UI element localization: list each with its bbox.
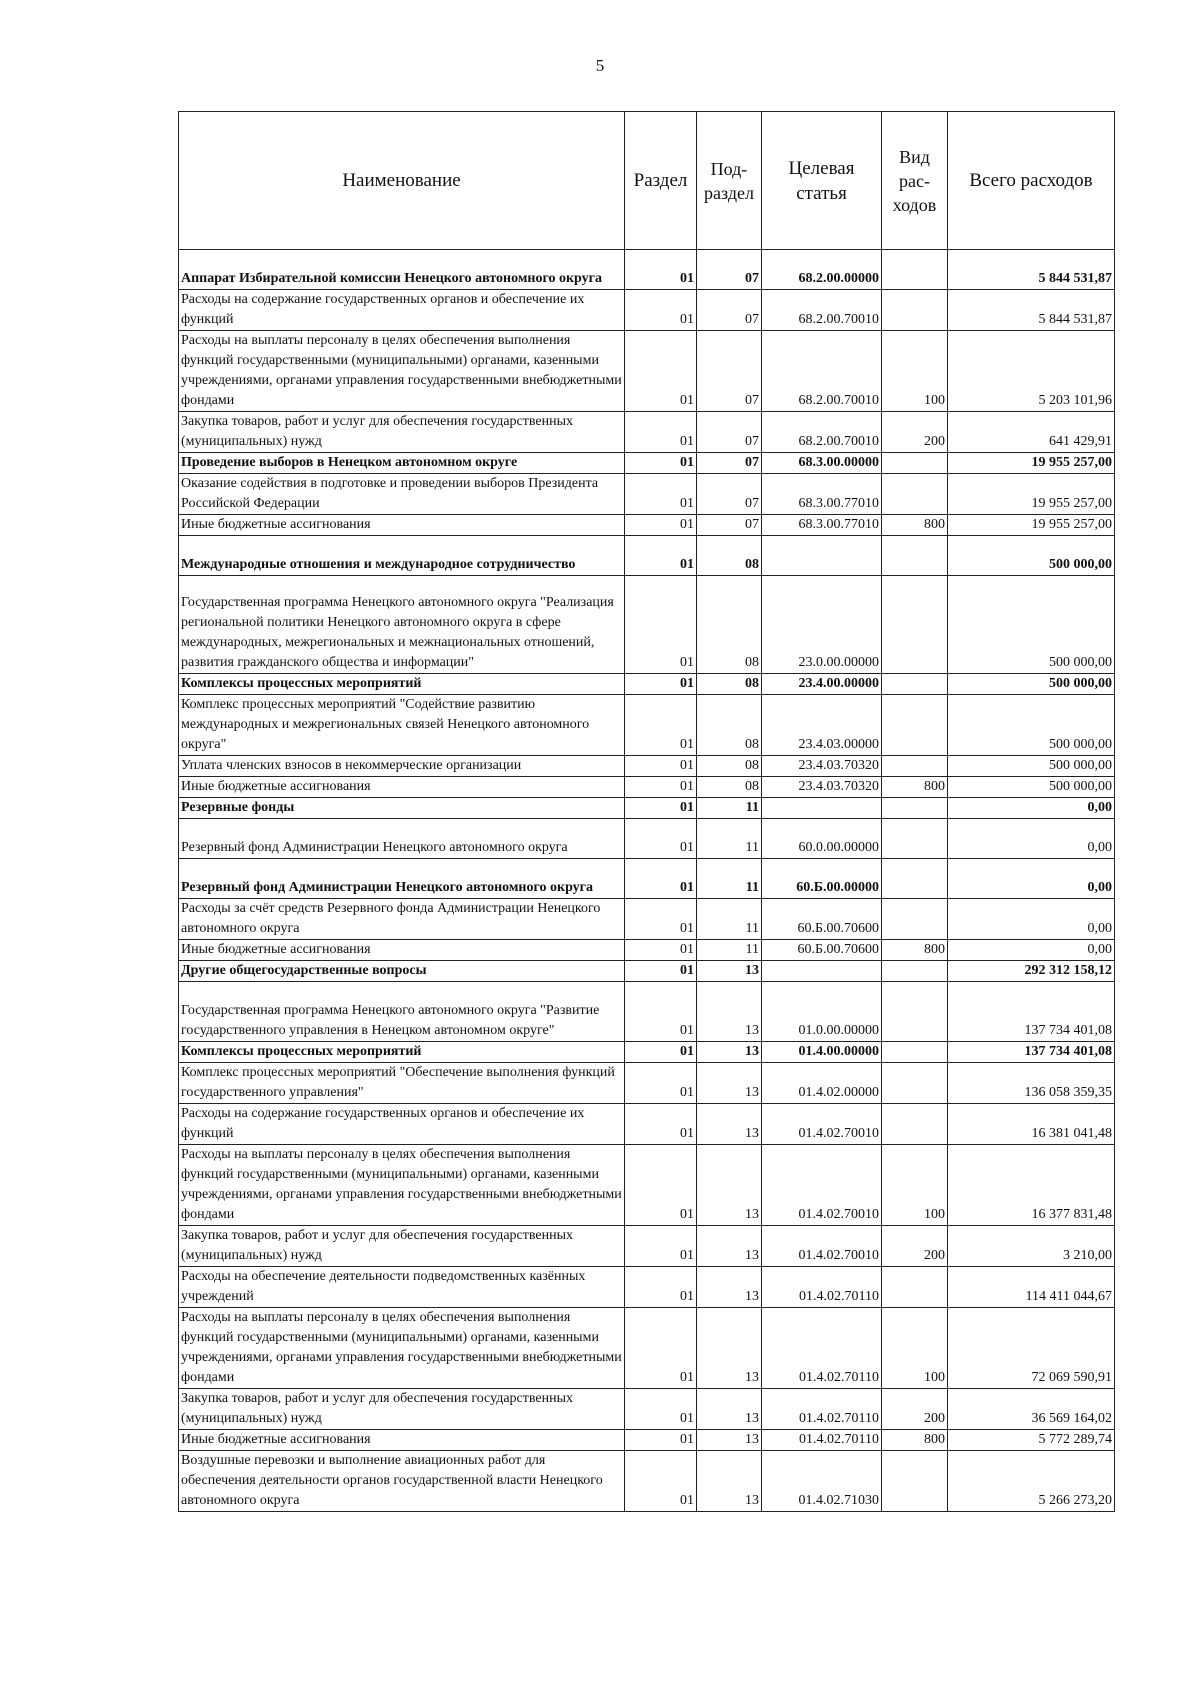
cell-name: Уплата членских взносов в некоммерческие организации [179,756,625,777]
budget-table [178,111,1115,1512]
cell-target-article: 60.Б.00.70600 [762,940,882,961]
cell-total: 36 569 164,02 [948,1389,1115,1430]
cell-section: 01 [625,331,697,412]
table-row [179,474,1115,515]
cell-subsection: 08 [697,576,762,674]
cell-total: 136 058 359,35 [948,1063,1115,1104]
page-number: 5 [595,56,605,75]
cell-subsection: 13 [697,961,762,982]
cell-name: Расходы на выплаты персоналу в целях обеспечения выполнения функций государственными (муниципальными) органами, казенными учреждениями, органами управления государственными внебюджетными фондами [179,1308,625,1389]
cell-section: 01 [625,1451,697,1512]
cell-name: Резервные фонды [179,798,625,819]
cell-name: Расходы на обеспечение деятельности подведомственных казённых учреждений [179,1267,625,1308]
cell-expense-type: 100 [882,1308,948,1389]
cell-section: 01 [625,982,697,1042]
cell-total: 5 266 273,20 [948,1451,1115,1512]
cell-subsection: 13 [697,1042,762,1063]
cell-total: 5 844 531,87 [948,290,1115,331]
cell-name: Аппарат Избирательной комиссии Ненецкого автономного округа [179,250,625,290]
header-expense-type: Вид рас-ходов [882,112,948,250]
cell-subsection: 13 [697,982,762,1042]
table-row [179,1267,1115,1308]
cell-expense-type [882,1042,948,1063]
table-row [179,756,1115,777]
cell-name: Иные бюджетные ассигнования [179,940,625,961]
cell-section: 01 [625,899,697,940]
cell-target-article: 68.3.00.77010 [762,515,882,536]
table-row [179,961,1115,982]
cell-section: 01 [625,1063,697,1104]
cell-name: Закупка товаров, работ и услуг для обеспечения государственных (муниципальных) нужд [179,1389,625,1430]
cell-name: Другие общегосударственные вопросы [179,961,625,982]
cell-section: 01 [625,961,697,982]
table-row [179,331,1115,412]
cell-name: Проведение выборов в Ненецком автономном округе [179,453,625,474]
cell-section: 01 [625,756,697,777]
cell-subsection: 13 [697,1389,762,1430]
cell-total: 641 429,91 [948,412,1115,453]
cell-expense-type [882,1451,948,1512]
cell-target-article: 60.Б.00.00000 [762,859,882,899]
cell-total: 5 844 531,87 [948,250,1115,290]
cell-total: 0,00 [948,859,1115,899]
cell-expense-type [882,982,948,1042]
cell-section: 01 [625,1430,697,1451]
cell-target-article: 68.3.00.77010 [762,474,882,515]
cell-section: 01 [625,250,697,290]
cell-expense-type [882,695,948,756]
cell-subsection: 11 [697,798,762,819]
cell-subsection: 13 [697,1226,762,1267]
cell-target-article: 01.4.02.70110 [762,1430,882,1451]
cell-target-article [762,798,882,819]
cell-target-article: 23.4.03.70320 [762,777,882,798]
cell-total: 114 411 044,67 [948,1267,1115,1308]
cell-subsection: 07 [697,474,762,515]
cell-section: 01 [625,1042,697,1063]
cell-subsection: 13 [697,1063,762,1104]
cell-expense-type [882,674,948,695]
cell-name: Резервный фонд Администрации Ненецкого автономного округа [179,819,625,859]
cell-target-article: 01.4.02.00000 [762,1063,882,1104]
table-row [179,290,1115,331]
cell-subsection: 13 [697,1104,762,1145]
cell-total: 16 381 041,48 [948,1104,1115,1145]
cell-total: 292 312 158,12 [948,961,1115,982]
cell-target-article: 68.2.00.70010 [762,331,882,412]
cell-expense-type: 200 [882,412,948,453]
cell-subsection: 08 [697,756,762,777]
cell-subsection: 08 [697,674,762,695]
cell-subsection: 13 [697,1145,762,1226]
cell-total: 16 377 831,48 [948,1145,1115,1226]
header-name: Наименование [179,112,625,250]
cell-section: 01 [625,453,697,474]
cell-expense-type: 800 [882,515,948,536]
cell-name: Расходы на выплаты персоналу в целях обеспечения выполнения функций государственными (муниципальными) органами, казенными учреждениями, органами управления государственными внебюджетными фондами [179,1145,625,1226]
cell-expense-type [882,798,948,819]
cell-total: 500 000,00 [948,756,1115,777]
cell-target-article: 01.4.02.70110 [762,1308,882,1389]
cell-expense-type [882,756,948,777]
cell-name: Международные отношения и международное сотрудничество [179,536,625,576]
cell-name: Иные бюджетные ассигнования [179,515,625,536]
cell-section: 01 [625,412,697,453]
cell-target-article: 01.4.00.00000 [762,1042,882,1063]
cell-total: 0,00 [948,940,1115,961]
cell-subsection: 11 [697,819,762,859]
cell-expense-type [882,474,948,515]
cell-subsection: 11 [697,899,762,940]
cell-name: Государственная программа Ненецкого автономного округа "Реализация региональной политики Ненецкого автономного округа в сфере международных, межрегиональных и межнациональных отношений, развития гражданского общества и информации" [179,576,625,674]
cell-expense-type [882,576,948,674]
cell-subsection: 07 [697,290,762,331]
cell-target-article: 01.4.02.70110 [762,1267,882,1308]
cell-total: 72 069 590,91 [948,1308,1115,1389]
cell-target-article: 23.4.03.70320 [762,756,882,777]
cell-subsection: 07 [697,250,762,290]
cell-expense-type [882,250,948,290]
cell-section: 01 [625,1267,697,1308]
cell-expense-type: 200 [882,1389,948,1430]
cell-name: Комплексы процессных мероприятий [179,674,625,695]
cell-subsection: 11 [697,859,762,899]
cell-total: 0,00 [948,899,1115,940]
cell-name: Расходы за счёт средств Резервного фонда Администрации Ненецкого автономного округа [179,899,625,940]
table-row [179,1226,1115,1267]
cell-name: Закупка товаров, работ и услуг для обеспечения государственных (муниципальных) нужд [179,412,625,453]
cell-section: 01 [625,515,697,536]
cell-subsection: 08 [697,695,762,756]
cell-name: Расходы на содержание государственных органов и обеспечение их функций [179,1104,625,1145]
table-row [179,453,1115,474]
cell-total: 19 955 257,00 [948,515,1115,536]
table-row [179,674,1115,695]
cell-target-article: 68.2.00.00000 [762,250,882,290]
cell-name: Резервный фонд Администрации Ненецкого автономного округа [179,859,625,899]
cell-subsection: 07 [697,453,762,474]
cell-expense-type [882,1104,948,1145]
cell-section: 01 [625,798,697,819]
cell-target-article: 68.2.00.70010 [762,290,882,331]
cell-total: 137 734 401,08 [948,982,1115,1042]
cell-expense-type [882,899,948,940]
cell-subsection: 07 [697,412,762,453]
cell-subsection: 13 [697,1267,762,1308]
cell-expense-type [882,859,948,899]
table-row [179,1042,1115,1063]
cell-section: 01 [625,777,697,798]
cell-target-article: 60.Б.00.70600 [762,899,882,940]
cell-target-article: 68.2.00.70010 [762,412,882,453]
cell-total: 19 955 257,00 [948,453,1115,474]
cell-section: 01 [625,695,697,756]
cell-target-article: 23.0.00.00000 [762,576,882,674]
cell-section: 01 [625,536,697,576]
table-row [179,899,1115,940]
cell-total: 500 000,00 [948,576,1115,674]
cell-expense-type: 800 [882,940,948,961]
cell-target-article: 01.4.02.70010 [762,1226,882,1267]
header-subsection: Под-раздел [697,112,762,250]
table-row [179,536,1115,576]
table-row [179,1104,1115,1145]
cell-total: 137 734 401,08 [948,1042,1115,1063]
header-total: Всего расходов [948,112,1115,250]
cell-expense-type: 100 [882,331,948,412]
cell-name: Закупка товаров, работ и услуг для обеспечения государственных (муниципальных) нужд [179,1226,625,1267]
cell-target-article: 23.4.03.00000 [762,695,882,756]
cell-expense-type [882,290,948,331]
cell-subsection: 07 [697,331,762,412]
cell-section: 01 [625,1389,697,1430]
table-row [179,859,1115,899]
table-header-row [179,112,1115,250]
cell-expense-type [882,536,948,576]
cell-subsection: 07 [697,515,762,536]
cell-section: 01 [625,290,697,331]
cell-target-article: 01.4.02.71030 [762,1451,882,1512]
table-row [179,1451,1115,1512]
cell-expense-type: 100 [882,1145,948,1226]
cell-target-article [762,961,882,982]
cell-target-article: 60.0.00.00000 [762,819,882,859]
cell-expense-type: 200 [882,1226,948,1267]
cell-subsection: 08 [697,777,762,798]
cell-name: Иные бюджетные ассигнования [179,1430,625,1451]
cell-total: 500 000,00 [948,674,1115,695]
cell-total: 5 203 101,96 [948,331,1115,412]
cell-subsection: 13 [697,1451,762,1512]
cell-expense-type [882,1267,948,1308]
cell-name: Комплексы процессных мероприятий [179,1042,625,1063]
cell-total: 3 210,00 [948,1226,1115,1267]
cell-total: 0,00 [948,819,1115,859]
cell-target-article: 01.4.02.70110 [762,1389,882,1430]
cell-section: 01 [625,474,697,515]
table-row [179,576,1115,674]
table-row [179,798,1115,819]
cell-section: 01 [625,1145,697,1226]
cell-expense-type [882,1063,948,1104]
cell-subsection: 08 [697,536,762,576]
table-row [179,1308,1115,1389]
cell-target-article: 01.4.02.70010 [762,1104,882,1145]
cell-expense-type: 800 [882,1430,948,1451]
cell-expense-type [882,961,948,982]
cell-section: 01 [625,819,697,859]
table-row [179,819,1115,859]
table-row [179,940,1115,961]
cell-total: 500 000,00 [948,695,1115,756]
cell-name: Расходы на выплаты персоналу в целях обеспечения выполнения функций государственными (муниципальными) органами, казенными учреждениями, органами управления государственными внебюджетными фондами [179,331,625,412]
header-section: Раздел [625,112,697,250]
cell-expense-type [882,819,948,859]
cell-target-article: 01.4.02.70010 [762,1145,882,1226]
table-row [179,982,1115,1042]
cell-target-article: 23.4.00.00000 [762,674,882,695]
cell-target-article: 01.0.00.00000 [762,982,882,1042]
cell-section: 01 [625,674,697,695]
cell-total: 500 000,00 [948,536,1115,576]
cell-total: 5 772 289,74 [948,1430,1115,1451]
table-row [179,250,1115,290]
table-row [179,515,1115,536]
cell-subsection: 13 [697,1430,762,1451]
cell-section: 01 [625,1226,697,1267]
cell-name: Комплекс процессных мероприятий "Обеспечение выполнения функций государственного управления" [179,1063,625,1104]
cell-total: 500 000,00 [948,777,1115,798]
table-row [179,1389,1115,1430]
cell-subsection: 13 [697,1308,762,1389]
cell-total: 0,00 [948,798,1115,819]
cell-name: Иные бюджетные ассигнования [179,777,625,798]
cell-name: Расходы на содержание государственных органов и обеспечение их функций [179,290,625,331]
cell-section: 01 [625,940,697,961]
cell-section: 01 [625,1308,697,1389]
cell-subsection: 11 [697,940,762,961]
table-row [179,777,1115,798]
cell-section: 01 [625,859,697,899]
table-body [179,250,1115,1512]
cell-total: 19 955 257,00 [948,474,1115,515]
cell-name: Государственная программа Ненецкого автономного округа "Развитие государственного управления в Ненецком автономном округе" [179,982,625,1042]
table-row [179,1063,1115,1104]
cell-expense-type: 800 [882,777,948,798]
header-target-article: Целевая статья [762,112,882,250]
cell-section: 01 [625,576,697,674]
cell-name: Оказание содействия в подготовке и проведении выборов Президента Российской Федерации [179,474,625,515]
table-row [179,412,1115,453]
table-row [179,695,1115,756]
cell-name: Комплекс процессных мероприятий "Содействие развитию международных и межрегиональных связей Ненецкого автономного округа" [179,695,625,756]
cell-target-article [762,536,882,576]
table-row [179,1145,1115,1226]
cell-target-article: 68.3.00.00000 [762,453,882,474]
cell-section: 01 [625,1104,697,1145]
cell-expense-type [882,453,948,474]
table-row [179,1430,1115,1451]
cell-name: Воздушные перевозки и выполнение авиационных работ для обеспечения деятельности органов государственной власти Ненецкого автономного округа [179,1451,625,1512]
